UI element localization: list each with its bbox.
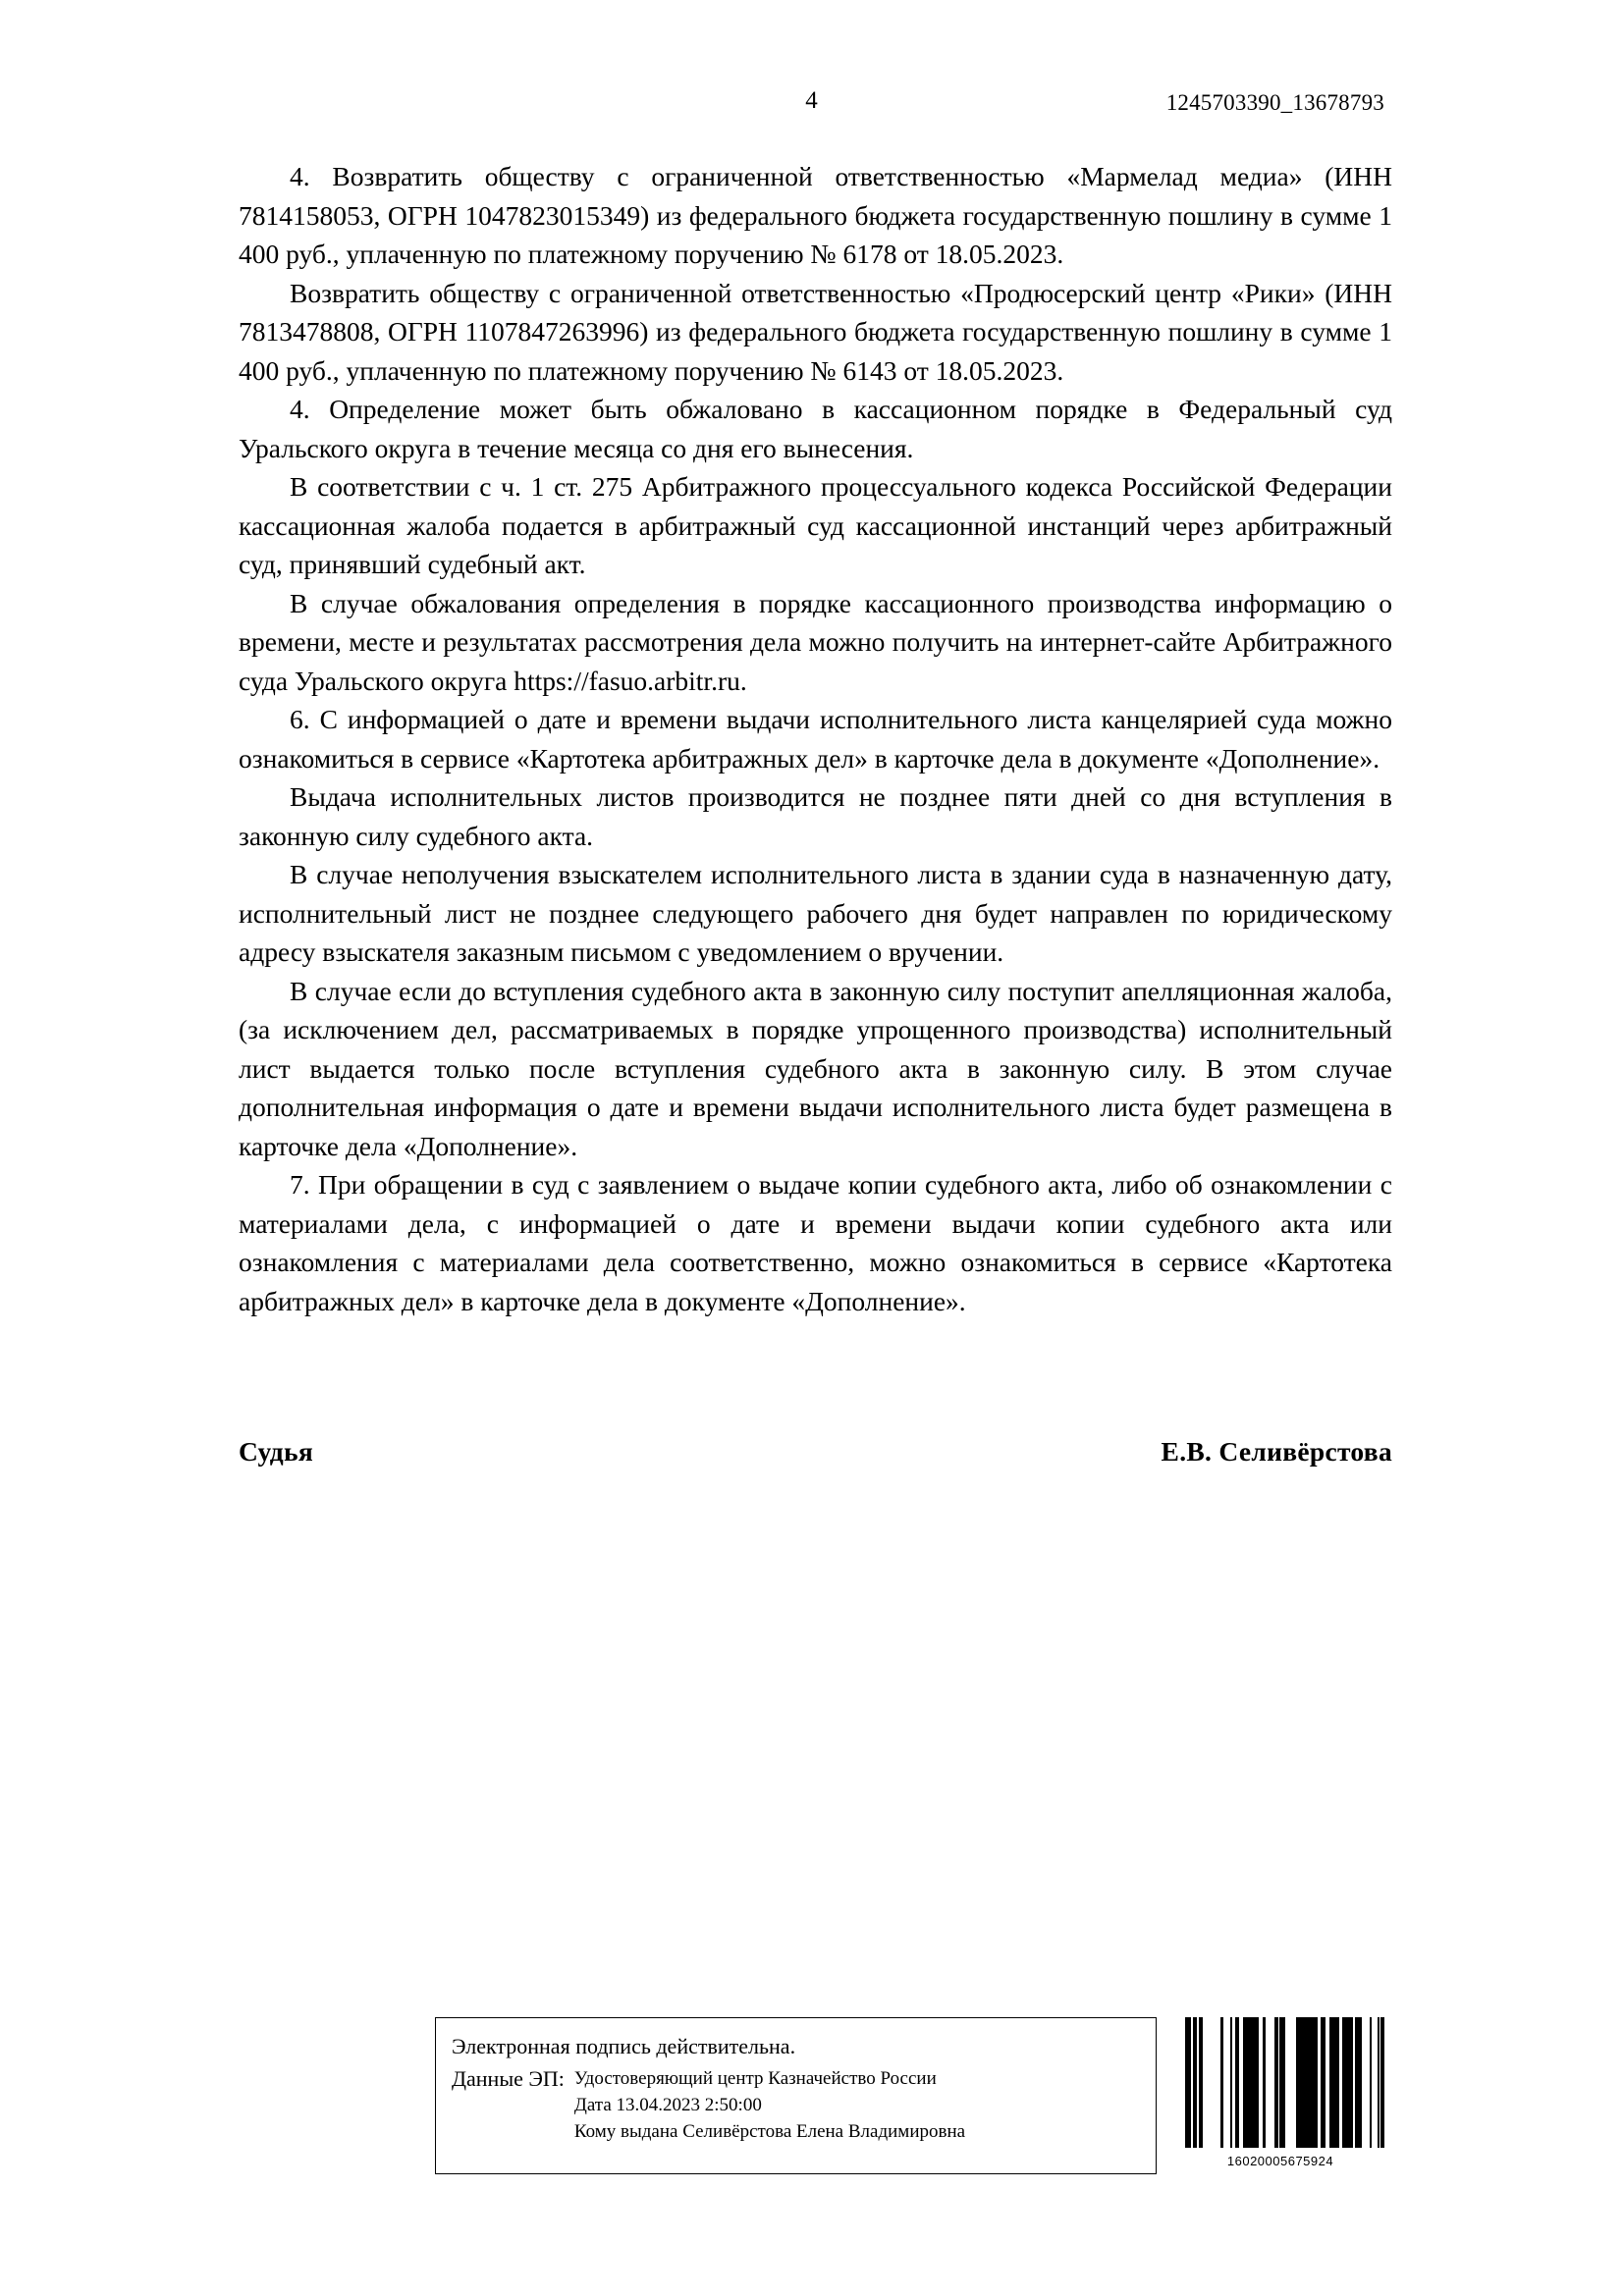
signature-name: Е.В. Селивёрстова xyxy=(1161,1436,1392,1467)
stamp-line-authority: Удостоверяющий центр Казначейство России xyxy=(573,2068,937,2089)
stamp-label: Данные ЭП: xyxy=(452,2066,565,2091)
signature-role: Судья xyxy=(239,1436,314,1467)
barcode-block xyxy=(1176,2017,1384,2174)
stamp-line-date: Дата 13.04.2023 2:50:00 xyxy=(573,2095,762,2115)
page-header xyxy=(0,86,1623,118)
paragraph: Выдача исполнительных листов производится не позднее пяти дней со дня вступления в законную силу судебного акта. xyxy=(239,781,1392,851)
stamp-line-owner: Кому выдана Селивёрстова Елена Владимировна xyxy=(573,2121,966,2142)
barcode-number: 16020005675924 xyxy=(1226,2154,1334,2168)
paragraph: 6. С информацией о дате и времени выдачи исполнительного листа канцелярией суда можно ознакомиться в сервисе «Картотека арбитражных дел» в карточке дела в документе «Дополнение». xyxy=(239,704,1392,774)
electronic-signature-stamp xyxy=(435,2017,1157,2174)
paragraph: 4. Возвратить обществу с ограниченной ответственностью «Мармелад медиа» (ИНН 7814158053, ОГРН 1047823015349) из федерального бюджета государственную пошлину в сумме 1 400 руб., уплаченную по платежному поручению № 6178 от 18.05.2023. xyxy=(239,161,1392,269)
paragraph: В соответствии с ч. 1 ст. 275 Арбитражного процессуального кодекса Российской Федерации кассационная жалоба подается в арбитражный суд кассационной инстанций через арбитражный суд, принявший судебный акт. xyxy=(239,471,1392,579)
signature-block xyxy=(239,1436,1392,1468)
document-body xyxy=(239,157,1392,1320)
stamp-box xyxy=(435,2017,1157,2174)
paragraph: В случае обжалования определения в порядке кассационного производства информацию о времени, месте и результатах рассмотрения дела можно получить на интернет-сайте Арбитражного суда Уральского округа https://fasuo.arbitr.ru. xyxy=(239,587,1392,696)
paragraph: В случае если до вступления судебного акта в законную силу поступит апелляционная жалоба, (за исключением дел, рассматриваемых в порядке упрощенного производства) исполнительный лист выдается только после вступления судебного акта в законную силу. В этом случае дополнительная информация о дате и времени выдачи исполнительного листа будет размещена в карточке дела «Дополнение». xyxy=(239,975,1392,1161)
stamp-values xyxy=(574,2065,965,2145)
document-code: 1245703390_13678793 xyxy=(1165,90,1384,115)
stamp-title: Электронная подпись действительна. xyxy=(452,2034,796,2058)
paragraph: Возвратить обществу с ограниченной ответственностью «Продюсерский центр «Рики» (ИНН 7813478808, ОГРН 1107847263996) из федерального бюджета государственную пошлину в сумме 1 400 руб., уплаченную по платежному поручению № 6143 от 18.05.2023. xyxy=(239,277,1392,386)
paragraph: 4. Определение может быть обжаловано в кассационном порядке в Федеральный суд Уральского округа в течение месяца со дня его вынесения. xyxy=(239,394,1392,463)
paragraph: В случае неполучения взыскателем исполнительного листа в здании суда в назначенную дату, исполнительный лист не позднее следующего рабочего дня будет направлен по юридическому адресу взыскателя заказным письмом с уведомлением о вручении. xyxy=(239,859,1392,967)
paragraph: 7. При обращении в суд с заявлением о выдаче копии судебного акта, либо об ознакомлении с материалами дела, с информацией о дате и времени выдачи копии судебного акта или ознакомления с материалами дела соответственно, можно ознакомиться в сервисе «Картотека арбитражных дел» в карточке дела в документе «Дополнение». xyxy=(239,1169,1392,1316)
barcode-icon xyxy=(1176,2017,1384,2148)
page-number: 4 xyxy=(805,87,818,114)
